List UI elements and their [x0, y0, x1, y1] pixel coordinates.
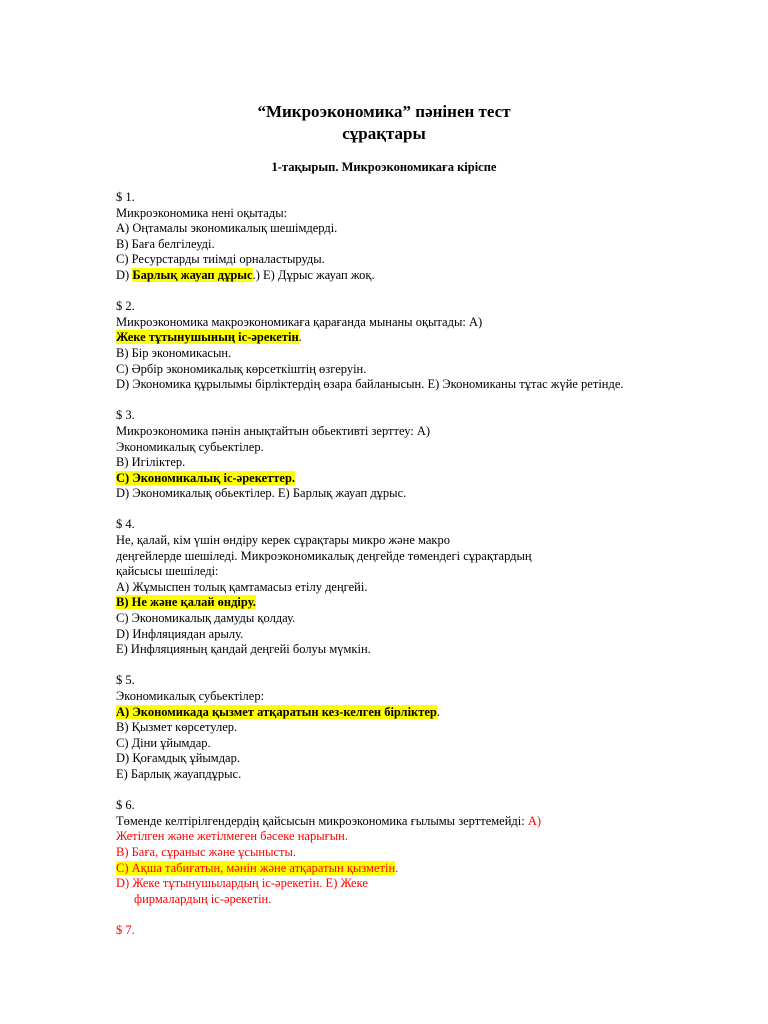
question-text: Микроэкономика пәнін анықтайтын обьективті зерттеу: A)	[116, 423, 431, 438]
option-c	[116, 471, 676, 487]
question-text: Микроэкономика макроэкономикаға қарағанда мынаны оқытады: A)	[116, 314, 483, 329]
option-a: A) Жұмыспен толық қамтамасыз етілу деңгейі.	[116, 579, 368, 594]
question-1	[116, 190, 676, 284]
option-b: B) Бір экономикасын.	[116, 345, 232, 360]
option-a-rest: .	[436, 704, 441, 719]
option-a	[116, 705, 676, 721]
option-e: E) Барлық жауапдұрыс.	[116, 766, 242, 781]
question-text: Экономикалық субьектілер:	[116, 689, 265, 703]
option-d	[116, 268, 676, 284]
question-2	[116, 299, 676, 393]
option-b	[116, 595, 676, 611]
option-d-rest: .) E) Дұрыс жауап жоқ.	[252, 267, 375, 282]
question-text-red: A)	[527, 813, 542, 828]
option-c: C) Ресурстарды тиімді орналастыруды.	[116, 252, 325, 267]
question-list	[116, 190, 676, 954]
option-d: D) Жеке тұтынушылардың іс-әрекетін. E) Жеке	[116, 876, 368, 891]
question-7	[116, 923, 676, 939]
document-title-line2: сұрақтары	[342, 124, 426, 143]
question-text-line1: Не, қалай, кім үшін өндіру керек сұрақтары микро және макро	[116, 533, 450, 548]
option-d: D) Экономика құрылымы бірліктердің өзара байланысын. E) Экономиканы тұтас жүйе ретінде.	[116, 377, 624, 392]
option-c: C) Діни ұйымдар.	[116, 735, 211, 750]
question-3	[116, 408, 676, 502]
correct-answer-highlight: Барлық жауап дұрыс	[132, 267, 253, 282]
question-6	[116, 798, 676, 907]
option-c: C) Экономикалық дамуды қолдау.	[116, 611, 296, 626]
correct-answer-highlight: Жеке тұтынушының іс-әрекетін	[116, 330, 299, 345]
option-d: D) Қоғамдық ұйымдар.	[116, 751, 240, 766]
option-b: B) Баға, сұраныс және ұсынысты.	[116, 844, 296, 859]
question-text: Микроэкономика нені оқытады:	[116, 205, 288, 220]
correct-answer-highlight: C) Экономикалық іс-әрекеттер.	[116, 470, 296, 485]
option-b: B) Баға белгілеуді.	[116, 236, 215, 251]
option-a: Жетілген және жетілмеген бәсеке нарығын.	[116, 829, 348, 844]
question-number: $ 7.	[116, 922, 135, 937]
document-title-line1: “Микроэкономика” пәнінен тест	[257, 102, 511, 121]
correct-answer-highlight: B) Не және қалай өндіру.	[116, 595, 256, 610]
option-e-continuation: фирмалардың іс-әрекетін.	[134, 891, 272, 906]
option-d: D) Инфляциядан арылу.	[116, 626, 244, 641]
question-number: $ 3.	[116, 408, 135, 423]
question-4	[116, 517, 676, 657]
option-a: Экономикалық субьектілер.	[116, 439, 264, 454]
question-number: $ 6.	[116, 798, 135, 813]
option-a	[116, 330, 676, 346]
option-b: B) Қызмет көрсетулер.	[116, 720, 238, 735]
option-c-rest: .	[395, 860, 399, 875]
correct-answer-highlight: C) Ақша табиғатын, мәнін және атқаратын қызметін	[116, 860, 396, 875]
option-a: A) Оңтамалы экономикалық шешімдерді.	[116, 221, 338, 236]
option-e: E) Инфляцияның қандай деңгейі болуы мүмкін.	[116, 642, 371, 657]
question-text-line3: қайсысы шешіледі:	[116, 564, 219, 579]
question-5	[116, 673, 676, 782]
question-text-main: Төменде келтірілгендердің қайсысын микроэкономика ғылымы зерттемейді:	[116, 813, 528, 828]
question-number: $ 2.	[116, 299, 135, 314]
question-number: $ 5.	[116, 673, 135, 688]
option-d: D) Экономикалық обьектілер. E) Барлық жауап дұрыс.	[116, 486, 407, 501]
correct-answer-highlight: A) Экономикада қызмет атқаратын кез-келген бірліктер	[116, 704, 437, 719]
question-number: $ 4.	[116, 517, 135, 532]
topic-heading: 1-тақырып. Микроэкономикаға кіріспе	[271, 160, 497, 174]
question-text-line2: деңгейлерде шешіледі. Микроэкономикалық деңгейде төмендегі сұрақтардың	[116, 548, 532, 563]
option-c: C) Әрбір экономикалық көрсеткіштің өзгеруін.	[116, 361, 367, 376]
question-text	[116, 814, 676, 830]
option-a-rest: .	[298, 330, 302, 345]
option-b: B) Игіліктер.	[116, 455, 186, 470]
option-c	[116, 861, 676, 877]
question-number: $ 1.	[116, 190, 135, 204]
option-d-prefix: D)	[116, 267, 133, 282]
